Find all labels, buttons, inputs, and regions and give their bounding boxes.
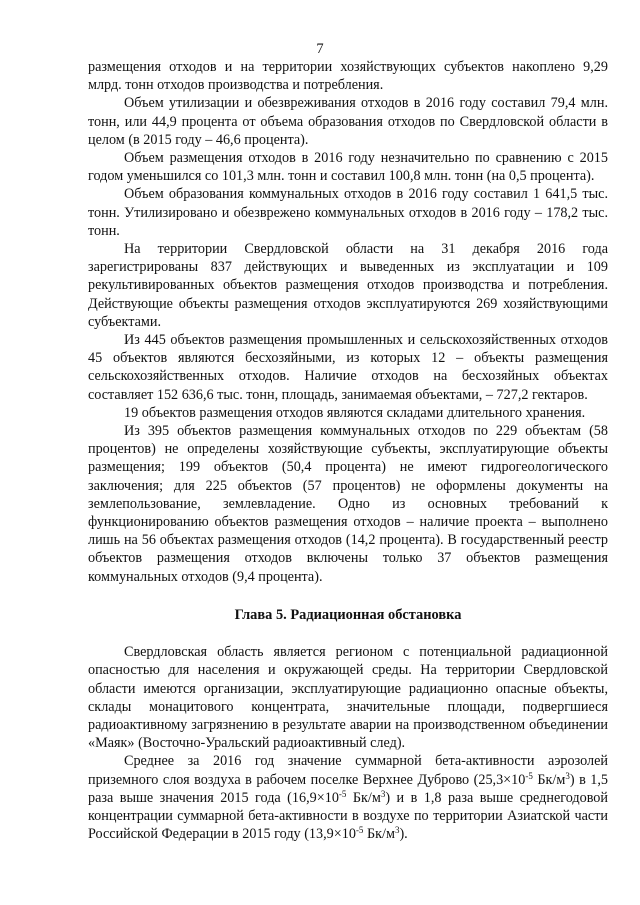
paragraph: Свердловская область является регионом с потенциальной радиационной опасностью для населения и окружающей среды. На территории Свердловской области имеются организации, эксплуатирующие радиационно опасные объекты, склады монацитового концентрата, значительные площади, подвергшиеся радиоактивному загрязнению в результате аварии на производственном объединении «Маяк» (Восточно-Уральский радиоактивный след). bbox=[88, 644, 608, 752]
exponent: 3 bbox=[380, 788, 386, 799]
text-run: ) и в 1,8 раза выше среднегодовой концентрации суммарной бета-активности в воздухе по территории Азиатской части Российской Федерации в 2015 году (13,9×10 bbox=[88, 789, 608, 843]
exponent: -5 bbox=[338, 788, 347, 799]
text-run: ). bbox=[399, 826, 408, 843]
paragraph: Объем образования коммунальных отходов в 2016 году составил 1 641,5 тыс. тонн. Утилизировано и обезврежено коммунальных отходов в 2016 году – 178,2 тыс. тонн. bbox=[88, 186, 608, 239]
paragraph-radiation-values bbox=[88, 752, 608, 843]
paragraph: Объем утилизации и обезвреживания отходов в 2016 году составил 79,4 млн. тонн, или 44,9 процента от объема образования отходов по Свердловской области в целом (в 2015 году – 46,6 процента). bbox=[88, 95, 608, 148]
paragraph: Из 395 объектов размещения коммунальных отходов по 229 объектам (58 процентов) не определены хозяйствующие субъекты, эксплуатирующие объекты размещения; 199 объектов (50,4 процента) не имеют гидрогеологического заключения; для 225 объектов (57 процентов) не оформлены документы на землепользование, землевладение. Одно из основных требований к функционированию объектов размещения отходов – наличие проекта – выполнено лишь на 56 объектах размещения отходов (14,2 процента). В государственный реестр объектов размещения отходов включены только 37 объектов размещения коммунальных отходов (9,4 процента). bbox=[88, 423, 608, 585]
text-run: ) в 1,5 раза выше значения 2015 года (16,9×10 bbox=[88, 771, 608, 806]
paragraph: Из 445 объектов размещения промышленных и сельскохозяйственных отходов 45 объектов являются бесхозяйными, из которых 12 – объекты размещения сельскохозяйственных отходов. Наличие отходов на бесхозяйных объектах составляет 152 636,6 тыс. тонн, площадь, занимаемая объектами, – 727,2 гектаров. bbox=[88, 332, 608, 403]
paragraph: На территории Свердловской области на 31 декабря 2016 года зарегистрированы 837 действующих и выведенных из эксплуатации и 109 рекультивированных объектов размещения отходов производства и потребления. Действующие объекты размещения отходов эксплуатируются 269 хозяйствующими субъектами. bbox=[88, 241, 608, 330]
paragraph: размещения отходов и на территории хозяйствующих субъектов накоплено 9,29 млрд. тонн отходов производства и потребления. bbox=[88, 59, 608, 94]
exponent: 3 bbox=[565, 770, 570, 781]
paragraph: Объем размещения отходов в 2016 году незначительно по сравнению с 2015 годом уменьшился со 101,3 млн. тонн и составил 100,8 млн. тонн (на 0,5 процента). bbox=[88, 150, 608, 185]
page-number: 7 bbox=[316, 41, 324, 57]
text-run: Бк/м bbox=[532, 771, 566, 788]
exponent: 3 bbox=[394, 825, 400, 836]
chapter-heading: Глава 5. Радиационная обстановка bbox=[234, 606, 462, 623]
text-run: Бк/м bbox=[346, 789, 381, 806]
exponent: -5 bbox=[355, 825, 364, 836]
exponent: -5 bbox=[525, 770, 533, 781]
page-body bbox=[88, 58, 608, 843]
text-run: Бк/м bbox=[363, 826, 395, 843]
text-run: Среднее за 2016 год значение суммарной бета-активности аэрозолей приземного слоя воздуха в рабочем поселке Верхнее Дуброво (25,3×10 bbox=[88, 753, 608, 788]
paragraph: 19 объектов размещения отходов являются складами длительного хранения. bbox=[124, 404, 586, 421]
